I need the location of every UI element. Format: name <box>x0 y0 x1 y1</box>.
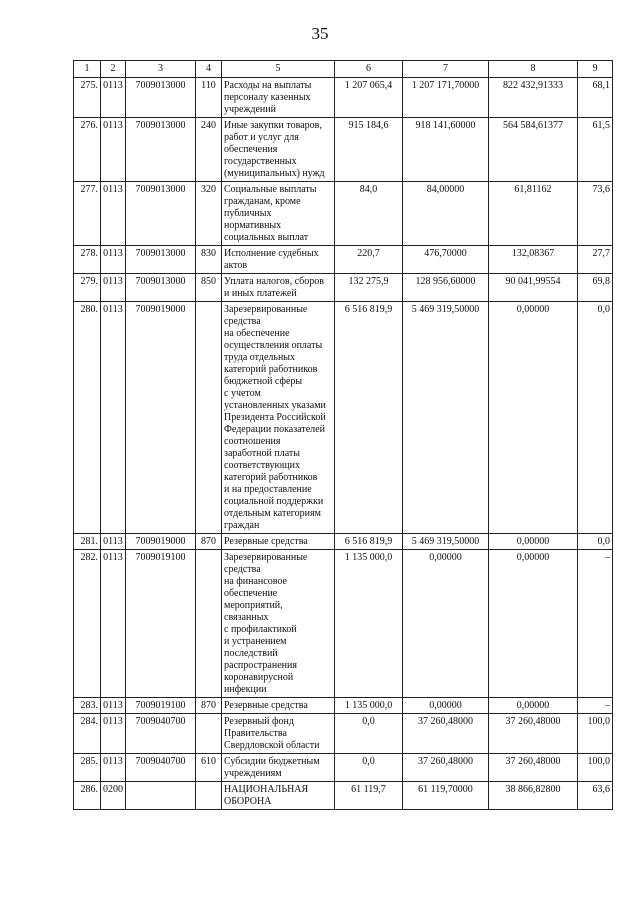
row-number-cell: 279. <box>74 274 101 302</box>
revised-amount-cell: 37 260,48000 <box>403 714 489 754</box>
execution-percent-cell: 68,1 <box>578 78 613 118</box>
target-code-cell: 7009013000 <box>126 182 196 246</box>
description-cell: Иные закупки товаров, работ и услуг для обеспечения государственных (муниципальных) нужд <box>222 118 335 182</box>
section-code-cell: 0113 <box>101 714 126 754</box>
section-code-cell: 0113 <box>101 550 126 698</box>
revised-amount-cell: 128 956,60000 <box>403 274 489 302</box>
planned-amount-cell: 220,7 <box>335 246 403 274</box>
table-body <box>74 78 613 810</box>
table-row <box>74 754 613 782</box>
target-code-cell: 7009019000 <box>126 302 196 534</box>
executed-amount-cell: 132,08367 <box>489 246 578 274</box>
revised-amount-cell: 0,00000 <box>403 550 489 698</box>
header-row <box>74 61 613 78</box>
table-row <box>74 118 613 182</box>
executed-amount-cell: 0,00000 <box>489 534 578 550</box>
target-code-cell: 7009019100 <box>126 550 196 698</box>
planned-amount-cell: 915 184,6 <box>335 118 403 182</box>
column-header: 8 <box>489 61 578 78</box>
executed-amount-cell: 37 260,48000 <box>489 714 578 754</box>
table-row <box>74 714 613 754</box>
execution-percent-cell: 27,7 <box>578 246 613 274</box>
page-number: 35 <box>311 24 329 43</box>
row-number-cell: 282. <box>74 550 101 698</box>
planned-amount-cell: 0,0 <box>335 714 403 754</box>
planned-amount-cell: 6 516 819,9 <box>335 302 403 534</box>
planned-amount-cell: 132 275,9 <box>335 274 403 302</box>
row-number-cell: 284. <box>74 714 101 754</box>
description-cell: Зарезервированные средства на обеспечение осуществления оплаты труда отдельных категорий работников бюджетной сферы с учетом установленных указами Президента Российской Федерации показателей соотношения заработной платы соответствующих категорий работников и на предоставление социальной поддержки отдельным категориям граждан <box>222 302 335 534</box>
row-number-cell: 285. <box>74 754 101 782</box>
table-row <box>74 534 613 550</box>
planned-amount-cell: 1 207 065,4 <box>335 78 403 118</box>
table-row <box>74 698 613 714</box>
executed-amount-cell: 0,00000 <box>489 698 578 714</box>
execution-percent-cell: 100,0 <box>578 714 613 754</box>
expense-type-cell: 240 <box>196 118 222 182</box>
executed-amount-cell: 0,00000 <box>489 550 578 698</box>
column-header: 4 <box>196 61 222 78</box>
target-code-cell: 7009013000 <box>126 78 196 118</box>
section-code-cell: 0113 <box>101 754 126 782</box>
revised-amount-cell: 84,00000 <box>403 182 489 246</box>
table-row <box>74 782 613 810</box>
target-code-cell: 7009040700 <box>126 754 196 782</box>
column-header: 7 <box>403 61 489 78</box>
execution-percent-cell: 69,8 <box>578 274 613 302</box>
table-row <box>74 302 613 534</box>
target-code-cell: 7009019100 <box>126 698 196 714</box>
planned-amount-cell: 6 516 819,9 <box>335 534 403 550</box>
description-cell: Резервный фонд Правительства Свердловской области <box>222 714 335 754</box>
column-header: 3 <box>126 61 196 78</box>
revised-amount-cell: 5 469 319,50000 <box>403 534 489 550</box>
section-code-cell: 0200 <box>101 782 126 810</box>
column-header: 5 <box>222 61 335 78</box>
description-cell: Уплата налогов, сборов и иных платежей <box>222 274 335 302</box>
column-header: 2 <box>101 61 126 78</box>
expense-type-cell: 110 <box>196 78 222 118</box>
description-cell: Исполнение судебных актов <box>222 246 335 274</box>
target-code-cell: 7009040700 <box>126 714 196 754</box>
section-code-cell: 0113 <box>101 182 126 246</box>
section-code-cell: 0113 <box>101 246 126 274</box>
description-cell: Расходы на выплаты персоналу казенных учреждений <box>222 78 335 118</box>
execution-percent-cell: – <box>578 550 613 698</box>
section-code-cell: 0113 <box>101 534 126 550</box>
execution-percent-cell: 100,0 <box>578 754 613 782</box>
executed-amount-cell: 37 260,48000 <box>489 754 578 782</box>
expense-type-cell: 850 <box>196 274 222 302</box>
execution-percent-cell: 63,6 <box>578 782 613 810</box>
target-code-cell: 7009013000 <box>126 246 196 274</box>
expense-type-cell: 830 <box>196 246 222 274</box>
execution-percent-cell: – <box>578 698 613 714</box>
row-number-cell: 276. <box>74 118 101 182</box>
expense-type-cell: 870 <box>196 534 222 550</box>
column-header: 6 <box>335 61 403 78</box>
description-cell: Социальные выплаты гражданам, кроме публичных нормативных социальных выплат <box>222 182 335 246</box>
expense-type-cell: 320 <box>196 182 222 246</box>
execution-percent-cell: 73,6 <box>578 182 613 246</box>
revised-amount-cell: 5 469 319,50000 <box>403 302 489 534</box>
planned-amount-cell: 0,0 <box>335 754 403 782</box>
row-number-cell: 283. <box>74 698 101 714</box>
budget-table <box>73 60 613 810</box>
section-code-cell: 0113 <box>101 78 126 118</box>
table-row <box>74 274 613 302</box>
section-code-cell: 0113 <box>101 118 126 182</box>
expense-type-cell <box>196 302 222 534</box>
row-number-cell: 280. <box>74 302 101 534</box>
row-number-cell: 278. <box>74 246 101 274</box>
revised-amount-cell: 476,70000 <box>403 246 489 274</box>
row-number-cell: 277. <box>74 182 101 246</box>
planned-amount-cell: 1 135 000,0 <box>335 698 403 714</box>
execution-percent-cell: 0,0 <box>578 534 613 550</box>
row-number-cell: 281. <box>74 534 101 550</box>
revised-amount-cell: 61 119,70000 <box>403 782 489 810</box>
description-cell: Зарезервированные средства на финансовое обеспечение мероприятий, связанных с профилактикой и устранением последствий распространения коронавирусной инфекции <box>222 550 335 698</box>
description-cell: НАЦИОНАЛЬНАЯ ОБОРОНА <box>222 782 335 810</box>
expense-type-cell <box>196 550 222 698</box>
column-header: 9 <box>578 61 613 78</box>
table-row <box>74 182 613 246</box>
table-row <box>74 550 613 698</box>
revised-amount-cell: 37 260,48000 <box>403 754 489 782</box>
executed-amount-cell: 90 041,99554 <box>489 274 578 302</box>
executed-amount-cell: 38 866,82800 <box>489 782 578 810</box>
revised-amount-cell: 918 141,60000 <box>403 118 489 182</box>
executed-amount-cell: 61,81162 <box>489 182 578 246</box>
executed-amount-cell: 0,00000 <box>489 302 578 534</box>
expense-type-cell: 870 <box>196 698 222 714</box>
target-code-cell <box>126 782 196 810</box>
executed-amount-cell: 822 432,91333 <box>489 78 578 118</box>
expense-type-cell <box>196 782 222 810</box>
section-code-cell: 0113 <box>101 698 126 714</box>
description-cell: Субсидии бюджетным учреждениям <box>222 754 335 782</box>
planned-amount-cell: 61 119,7 <box>335 782 403 810</box>
planned-amount-cell: 84,0 <box>335 182 403 246</box>
revised-amount-cell: 1 207 171,70000 <box>403 78 489 118</box>
description-cell: Резервные средства <box>222 534 335 550</box>
target-code-cell: 7009013000 <box>126 118 196 182</box>
execution-percent-cell: 61,5 <box>578 118 613 182</box>
column-header: 1 <box>74 61 101 78</box>
description-cell: Резервные средства <box>222 698 335 714</box>
revised-amount-cell: 0,00000 <box>403 698 489 714</box>
executed-amount-cell: 564 584,61377 <box>489 118 578 182</box>
execution-percent-cell: 0,0 <box>578 302 613 534</box>
table-row <box>74 246 613 274</box>
table-row <box>74 78 613 118</box>
row-number-cell: 275. <box>74 78 101 118</box>
expense-type-cell: 610 <box>196 754 222 782</box>
target-code-cell: 7009013000 <box>126 274 196 302</box>
expense-type-cell <box>196 714 222 754</box>
target-code-cell: 7009019000 <box>126 534 196 550</box>
row-number-cell: 286. <box>74 782 101 810</box>
section-code-cell: 0113 <box>101 302 126 534</box>
section-code-cell: 0113 <box>101 274 126 302</box>
planned-amount-cell: 1 135 000,0 <box>335 550 403 698</box>
